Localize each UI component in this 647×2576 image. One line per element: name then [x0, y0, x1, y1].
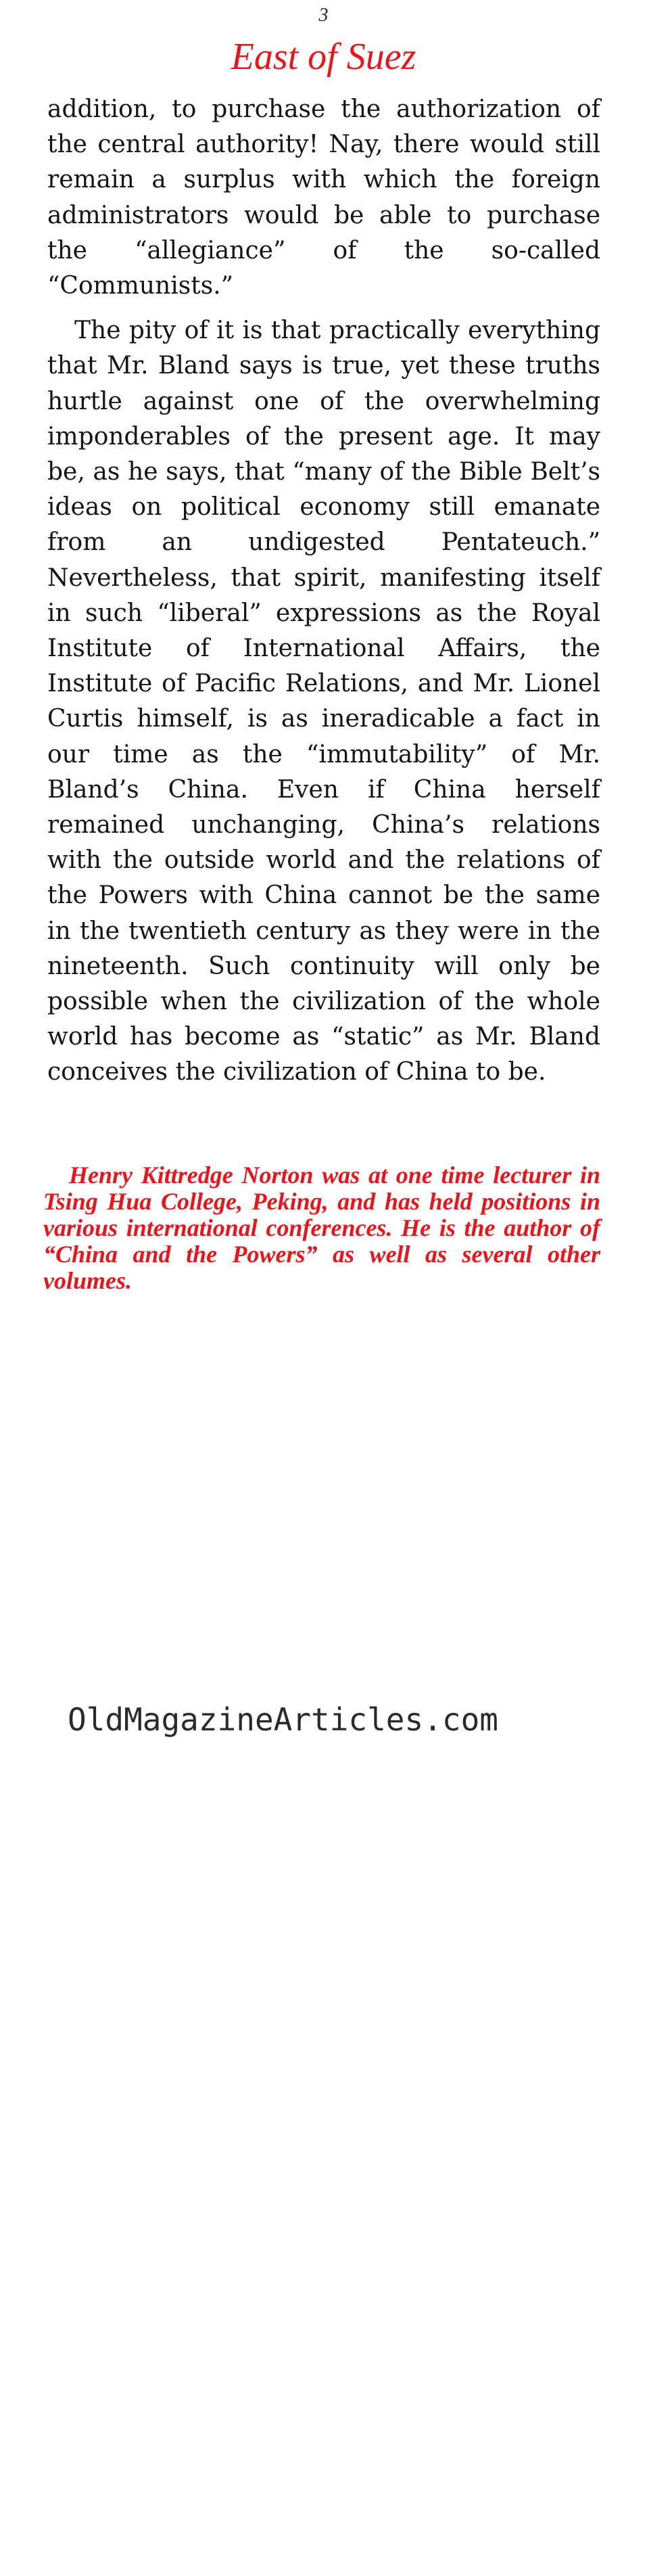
- site-footer: OldMagazineArticles.com: [68, 1701, 498, 1738]
- article-paragraph: addition, to purchase the authorization of the central authority! Nay, there would still remain a surplus with which the foreign administrators would be able to purchase the “allegiance” of the so-called “Communists.”: [47, 95, 600, 300]
- author-note: Henry Kittredge Norton was at one time lecturer in Tsing Hua College, Peking, and has held positions in various international conferences. He is the author of “China and the Powers” as well as several other volumes.: [43, 1162, 600, 1294]
- article-body: [47, 92, 600, 1090]
- article-paragraph: The pity of it is that practically everything that Mr. Bland says is true, yet these truths hurtle against one of the overwhelming imponderables of the present age. It may be, as he says, that “many of the Bible Belt’s ideas on political economy still emanate from an undigested Pentateuch.” Nevertheless, that spirit, manifesting itself in such “liberal” expressions as the Royal Institute of International Affairs, the Institute of Pacific Relations, and Mr. Lionel Curtis himself, is as ineradicable a fact in our time as the “immutability” of Mr. Bland’s China. Even if China herself remained unchanging, China’s relations with the outside world and the relations of the Powers with China cannot be the same in the twentieth century as they were in the nineteenth. Such continuity will only be possible when the civilization of the whole world has become as “static” as Mr. Bland conceives the civilization of China to be.: [47, 317, 600, 1086]
- page-number: 3: [318, 5, 329, 26]
- running-title: East of Suez: [231, 36, 416, 78]
